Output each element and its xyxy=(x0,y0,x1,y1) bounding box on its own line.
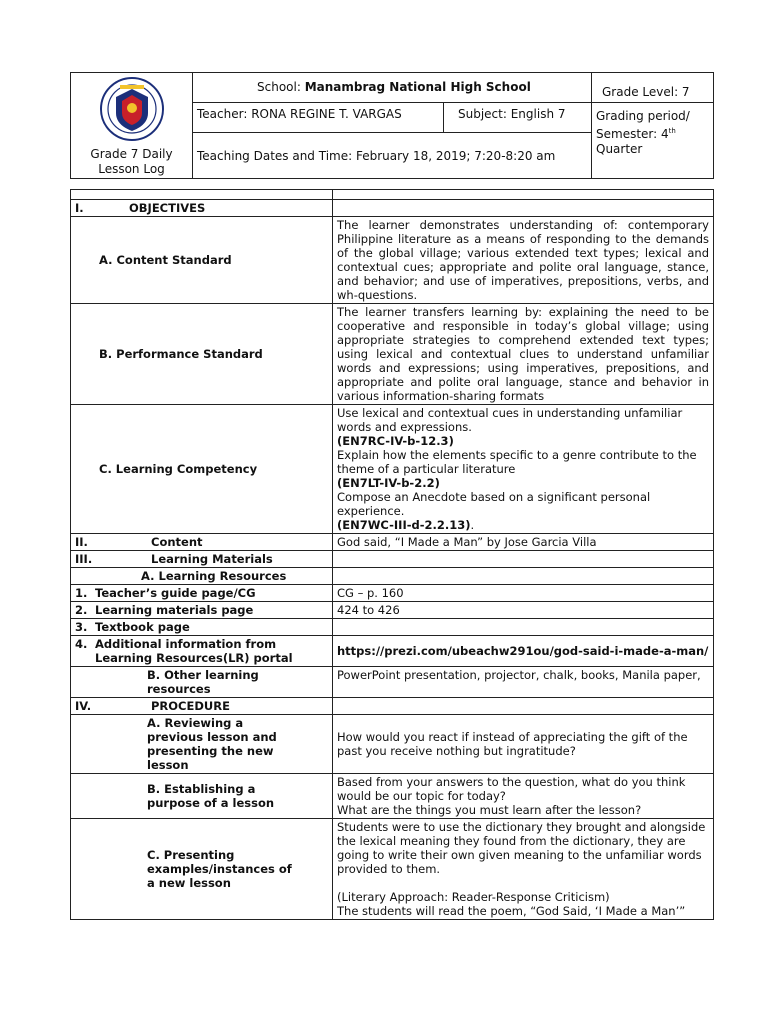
procedure-row xyxy=(71,698,714,715)
learning-competency-text xyxy=(333,405,714,534)
additional-info-label xyxy=(71,636,333,667)
resource-label-3 xyxy=(71,619,333,636)
additional-info-row xyxy=(71,636,714,667)
procedure-empty xyxy=(333,698,714,715)
resource-value-1: CG – p. 160 xyxy=(333,585,714,602)
competency-code-1: (EN7RC-IV-b-12.3) xyxy=(337,434,454,448)
resource-row xyxy=(71,619,714,636)
learning-competency-row xyxy=(71,405,714,534)
performance-standard-text: The learner transfers learning by: explaining the need to be cooperative and responsible in today’s global village; using appropriate strategies to comprehend extended text types; using lexical and contextual clues to understand unfamiliar words and expressions; using imperatives, prepositions, and appropriate and polite oral language, stance and behavior in various information-sharing formats xyxy=(333,304,714,405)
content-row xyxy=(71,534,714,551)
grading-period-sup: th xyxy=(668,127,676,135)
establishing-text-1: Based from your answers to the question, what do you think would be our topic for today? xyxy=(337,775,686,803)
establishing-row xyxy=(71,774,714,819)
additional-info-num: 4. xyxy=(75,637,88,651)
learning-resources-label: A. Learning Resources xyxy=(71,568,333,585)
grading-quarter: Quarter xyxy=(596,142,643,156)
school-label: School: xyxy=(257,80,301,94)
performance-standard-label: B. Performance Standard xyxy=(71,304,333,405)
presenting-text-1: Students were to use the dictionary they brought and alongside the lexical meaning they found from the dictionary, they are going to write their own given meaning to the unfamiliar words provided to them. xyxy=(337,820,706,876)
grading-period-cell xyxy=(592,103,714,179)
procedure-num: IV. xyxy=(75,699,92,713)
content-standard-row xyxy=(71,217,714,304)
dll-title: Grade 7 Daily Lesson Log xyxy=(90,147,173,176)
procedure-label: PROCEDURE xyxy=(151,699,230,713)
logo-cell xyxy=(71,73,193,179)
competency-code-3: (EN7WC-III-d-2.2.13) xyxy=(337,518,471,532)
content-heading xyxy=(71,534,333,551)
presenting-text-2: (Literary Approach: Reader-Response Criticism) xyxy=(337,890,610,904)
learning-materials-label: Learning Materials xyxy=(151,552,273,566)
resource-text-2: Learning materials page xyxy=(95,603,254,617)
objectives-label: OBJECTIVES xyxy=(129,201,206,215)
procedure-heading xyxy=(71,698,333,715)
other-resources-row xyxy=(71,667,714,698)
objectives-heading xyxy=(71,200,333,217)
resource-value-3 xyxy=(333,619,714,636)
establishing-text xyxy=(333,774,714,819)
resource-text-1: Teacher’s guide page/CG xyxy=(95,586,256,600)
resource-row xyxy=(71,602,714,619)
table-gap xyxy=(70,179,713,189)
competency-3: Compose an Anecdote based on a significant personal experience. xyxy=(337,490,651,518)
presenting-text-3: The students will read the poem, “God Said, ‘I Made a Man’” xyxy=(337,904,686,918)
content-standard-label: A. Content Standard xyxy=(71,217,333,304)
grade-level: Grade Level: 7 xyxy=(592,73,714,103)
resource-label-1 xyxy=(71,585,333,602)
reviewing-row xyxy=(71,715,714,774)
resource-num-1: 1. xyxy=(75,586,88,600)
learning-materials-row xyxy=(71,551,714,568)
presenting-gap xyxy=(337,876,709,890)
teacher-cell: Teacher: RONA REGINE T. VARGAS xyxy=(193,103,444,133)
learning-competency-label: C. Learning Competency xyxy=(71,405,333,534)
spacer-right xyxy=(333,190,714,200)
other-resources-text: PowerPoint presentation, projector, chalk, books, Manila paper, xyxy=(333,667,714,698)
lesson-plan-table xyxy=(70,189,714,920)
competency-code-3-line xyxy=(337,518,709,532)
competency-code-3-tail: . xyxy=(470,518,475,532)
establishing-text-2: What are the things you must learn after the lesson? xyxy=(337,803,642,817)
resource-label-2 xyxy=(71,602,333,619)
resource-value-2: 424 to 426 xyxy=(333,602,714,619)
lesson-log-document xyxy=(70,72,713,920)
other-resources-label: B. Other learning resources xyxy=(71,667,333,698)
subject-cell: Subject: English 7 xyxy=(444,103,592,133)
reviewing-text: How would you react if instead of appreciating the gift of the past you receive nothing but ingratitude? xyxy=(333,715,714,774)
teaching-dates: Teaching Dates and Time: February 18, 2019; 7:20-8:20 am xyxy=(193,133,592,179)
competency-2: Explain how the elements specific to a genre contribute to the theme of a particular literature xyxy=(337,448,697,476)
learning-materials-num: III. xyxy=(75,552,93,566)
learning-resources-empty xyxy=(333,568,714,585)
resource-text-3: Textbook page xyxy=(95,620,190,634)
establishing-label: B. Establishing a purpose of a lesson xyxy=(71,774,333,819)
objectives-row xyxy=(71,200,714,217)
presenting-text xyxy=(333,819,714,920)
spacer-left xyxy=(71,190,333,200)
content-standard-text: The learner demonstrates understanding of: contemporary Philippine literature as a means of responding to the demands of the global village; various extended text types; lexical and contextual cues; appropriate and polite oral language, stance, and behavior; and use of imperatives, prepositions, verbs, and wh-questions. xyxy=(333,217,714,304)
content-label: Content xyxy=(151,535,203,549)
performance-standard-row xyxy=(71,304,714,405)
additional-info-text: Additional information from Learning Resources(LR) portal xyxy=(95,637,293,665)
learning-materials-heading xyxy=(71,551,333,568)
resource-row xyxy=(71,585,714,602)
resource-num-3: 3. xyxy=(75,620,88,634)
learning-resources-row xyxy=(71,568,714,585)
learning-materials-empty xyxy=(333,551,714,568)
school-name: Manambrag National High School xyxy=(304,80,531,94)
resource-num-2: 2. xyxy=(75,603,88,617)
competency-code-2: (EN7LT-IV-b-2.2) xyxy=(337,476,440,490)
presenting-row xyxy=(71,819,714,920)
competency-1: Use lexical and contextual cues in understanding unfamiliar words and expressions. xyxy=(337,406,683,434)
deped-seal-icon xyxy=(90,75,174,145)
additional-info-link[interactable]: https://prezi.com/ubeachw291ou/god-said-i-made-a-man/ xyxy=(333,636,714,667)
grading-period-label: Grading period/ Semester: 4 xyxy=(596,109,690,141)
reviewing-label: A. Reviewing a previous lesson and presenting the new lesson xyxy=(71,715,333,774)
presenting-label: C. Presenting examples/instances of a new lesson xyxy=(71,819,333,920)
content-num: II. xyxy=(75,535,88,549)
content-text: God said, “I Made a Man” by Jose Garcia Villa xyxy=(333,534,714,551)
objectives-empty xyxy=(333,200,714,217)
header-table xyxy=(70,72,714,179)
school-cell xyxy=(193,73,592,103)
objectives-num: I. xyxy=(75,201,84,215)
